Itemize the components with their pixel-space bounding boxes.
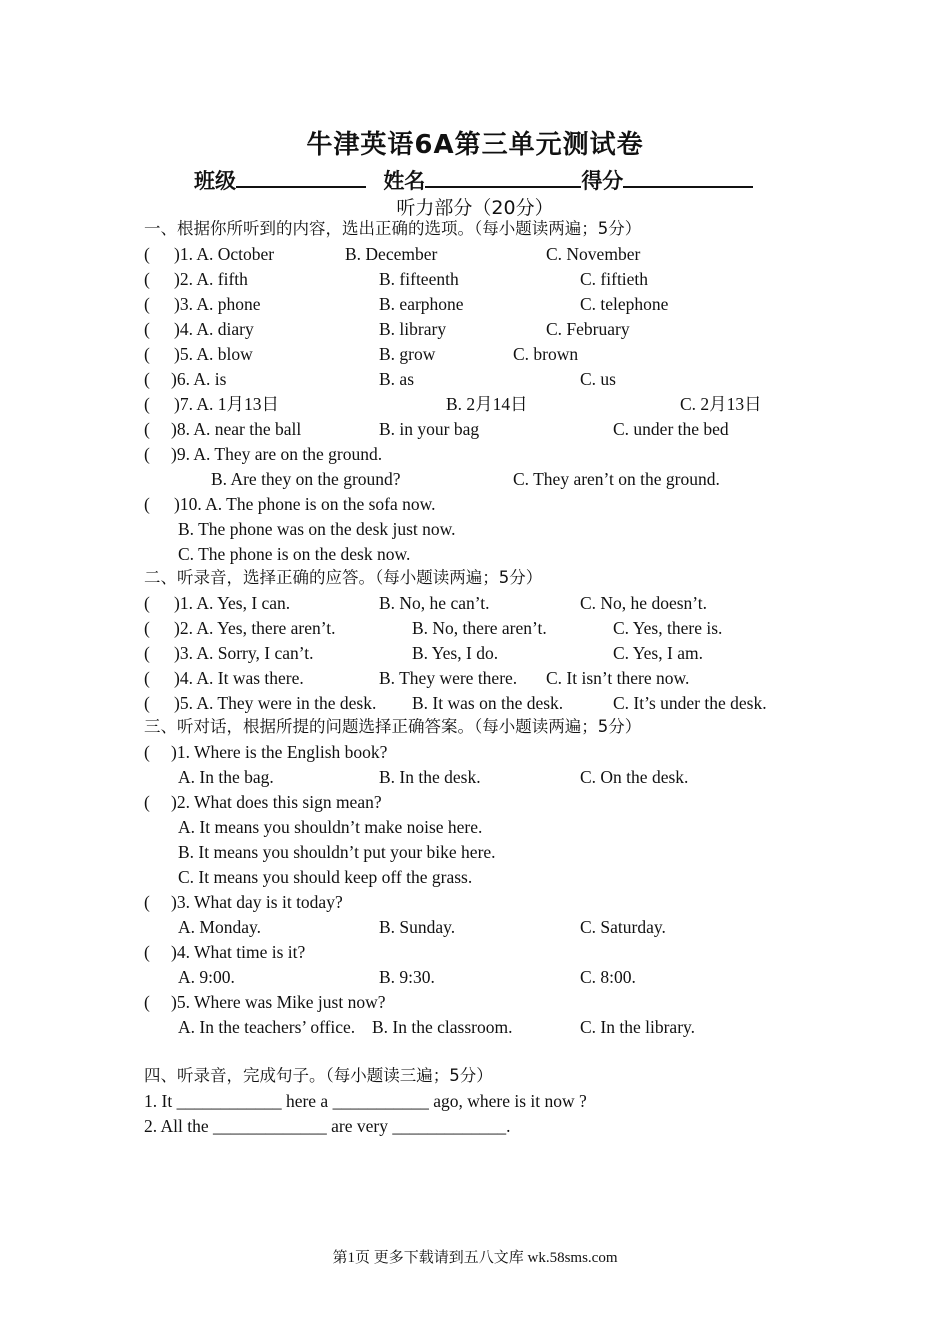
fill-sentence-2[interactable]: 2. All the _____________ are very _____________. (144, 1116, 511, 1136)
section-4-heading: 四、听录音，完成句子。（每小题读三遍；5分） (144, 1066, 493, 1085)
q1-9-option-a: )9. A. They are on the ground. (171, 444, 383, 464)
student-info-line (194, 165, 753, 195)
section-3-heading: 三、听对话，根据所提的问题选择正确答案。（每小题读两遍；5分） (144, 717, 642, 736)
q1-7-option-b: B. 2月14日 (446, 394, 528, 414)
section-2-heading: 二、听录音，选择正确的应答。（每小题读两遍；5分） (144, 568, 543, 587)
q1-2-option-a: )2. A. fifth (174, 269, 248, 289)
q1-10-option-b: B. The phone was on the desk just now. (178, 519, 456, 539)
q1-4-option-b: B. library (379, 319, 447, 339)
q1-10-option-c: C. The phone is on the desk now. (178, 544, 411, 564)
answer-paren[interactable]: ( (144, 742, 150, 762)
q3-1-option-b: B. In the desk. (379, 767, 481, 787)
answer-paren[interactable]: ( (144, 992, 150, 1012)
q1-8-option-a: )8. A. near the ball (171, 419, 302, 439)
q1-8-option-c: C. under the bed (613, 419, 729, 439)
q1-5-option-b: B. grow (379, 344, 436, 364)
section-1-heading: 一、根据你所听到的内容，选出正确的选项。（每小题读两遍；5分） (144, 219, 642, 238)
q1-1-option-b: B. December (345, 244, 438, 264)
q1-7-option-c: C. 2月13日 (680, 394, 762, 414)
q1-9-option-c: C. They aren’t on the ground. (513, 469, 720, 489)
answer-paren[interactable]: ( (144, 593, 150, 613)
answer-paren[interactable]: ( (144, 369, 150, 389)
q2-5-option-b: B. It was on the desk. (412, 693, 564, 713)
q3-3-option-a: A. Monday. (178, 917, 261, 937)
q3-5-question: )5. Where was Mike just now? (171, 992, 386, 1012)
q3-2-option-c: C. It means you should keep off the grass. (178, 867, 473, 887)
q3-5-option-b: B. In the classroom. (372, 1017, 513, 1037)
score-blank[interactable] (623, 166, 753, 188)
listening-part-heading: 听力部分（20分） (396, 197, 554, 219)
name-blank[interactable] (425, 166, 581, 188)
q1-4-option-a: )4. A. diary (174, 319, 254, 339)
q2-2-option-c: C. Yes, there is. (613, 618, 723, 638)
answer-paren[interactable]: ( (144, 618, 150, 638)
answer-paren[interactable]: ( (144, 494, 150, 514)
q2-5-option-a: )5. A. They were in the desk. (174, 693, 377, 713)
answer-paren[interactable]: ( (144, 244, 150, 264)
q3-2-question: )2. What does this sign mean? (171, 792, 382, 812)
q1-6-option-a: )6. A. is (171, 369, 227, 389)
q1-8-option-b: B. in your bag (379, 419, 480, 439)
q1-5-option-a: )5. A. blow (174, 344, 253, 364)
q1-3-option-a: )3. A. phone (174, 294, 261, 314)
q1-9-option-b: B. Are they on the ground? (211, 469, 401, 489)
q2-4-option-b: B. They were there. (379, 668, 518, 688)
answer-paren[interactable]: ( (144, 792, 150, 812)
q3-3-question: )3. What day is it today? (171, 892, 343, 912)
q2-3-option-c: C. Yes, I am. (613, 643, 703, 663)
q2-3-option-b: B. Yes, I do. (412, 643, 499, 663)
q1-7-option-a: )7. A. 1月13日 (174, 394, 279, 414)
q3-1-question: )1. Where is the English book? (171, 742, 388, 762)
q1-5-option-c: C. brown (513, 344, 579, 364)
q1-3-option-b: B. earphone (379, 294, 464, 314)
class-blank[interactable] (236, 166, 366, 188)
answer-paren[interactable]: ( (144, 444, 150, 464)
answer-paren[interactable]: ( (144, 668, 150, 688)
fill-sentence-1[interactable]: 1. It ____________ here a ___________ ago, where is it now ? (144, 1091, 587, 1111)
q3-3-option-b: B. Sunday. (379, 917, 456, 937)
answer-paren[interactable]: ( (144, 269, 150, 289)
q2-1-option-a: )1. A. Yes, I can. (174, 593, 291, 613)
q2-2-option-b: B. No, there aren’t. (412, 618, 547, 638)
q3-1-option-a: A. In the bag. (178, 767, 274, 787)
q3-4-option-b: B. 9:30. (379, 967, 435, 987)
q3-2-option-a: A. It means you shouldn’t make noise here. (178, 817, 483, 837)
class-label: 班级 (194, 169, 236, 193)
q2-4-option-c: C. It isn’t there now. (546, 668, 690, 688)
q3-4-option-a: A. 9:00. (178, 967, 235, 987)
answer-paren[interactable]: ( (144, 294, 150, 314)
q3-2-option-b: B. It means you shouldn’t put your bike here. (178, 842, 496, 862)
q1-4-option-c: C. February (546, 319, 630, 339)
q1-6-option-b: B. as (379, 369, 414, 389)
q3-4-question: )4. What time is it? (171, 942, 306, 962)
q1-10-option-a: )10. A. The phone is on the sofa now. (174, 494, 436, 514)
page-title: 牛津英语6A第三单元测试卷 (306, 130, 644, 160)
q1-3-option-c: C. telephone (580, 294, 669, 314)
q3-3-option-c: C. Saturday. (580, 917, 666, 937)
q2-3-option-a: )3. A. Sorry, I can’t. (174, 643, 314, 663)
answer-paren[interactable]: ( (144, 319, 150, 339)
q2-4-option-a: )4. A. It was there. (174, 668, 304, 688)
q3-5-option-a: A. In the teachers’ office. (178, 1017, 356, 1037)
page-footer: 第1页 更多下载请到五八文库 wk.58sms.com (332, 1250, 618, 1266)
q1-6-option-c: C. us (580, 369, 616, 389)
answer-paren[interactable]: ( (144, 942, 150, 962)
q1-2-option-c: C. fiftieth (580, 269, 649, 289)
q2-5-option-c: C. It’s under the desk. (613, 693, 767, 713)
q1-2-option-b: B. fifteenth (379, 269, 459, 289)
answer-paren[interactable]: ( (144, 344, 150, 364)
q2-1-option-b: B. No, he can’t. (379, 593, 490, 613)
score-label: 得分 (581, 169, 624, 193)
q1-1-option-a: )1. A. October (174, 244, 275, 264)
q1-1-option-c: C. November (546, 244, 641, 264)
q3-1-option-c: C. On the desk. (580, 767, 689, 787)
q3-4-option-c: C. 8:00. (580, 967, 636, 987)
q2-2-option-a: )2. A. Yes, there aren’t. (174, 618, 336, 638)
answer-paren[interactable]: ( (144, 419, 150, 439)
answer-paren[interactable]: ( (144, 643, 150, 663)
answer-paren[interactable]: ( (144, 892, 150, 912)
answer-paren[interactable]: ( (144, 394, 150, 414)
name-label: 姓名 (383, 169, 426, 193)
q3-5-option-c: C. In the library. (580, 1017, 696, 1037)
q2-1-option-c: C. No, he doesn’t. (580, 593, 708, 613)
answer-paren[interactable]: ( (144, 693, 150, 713)
